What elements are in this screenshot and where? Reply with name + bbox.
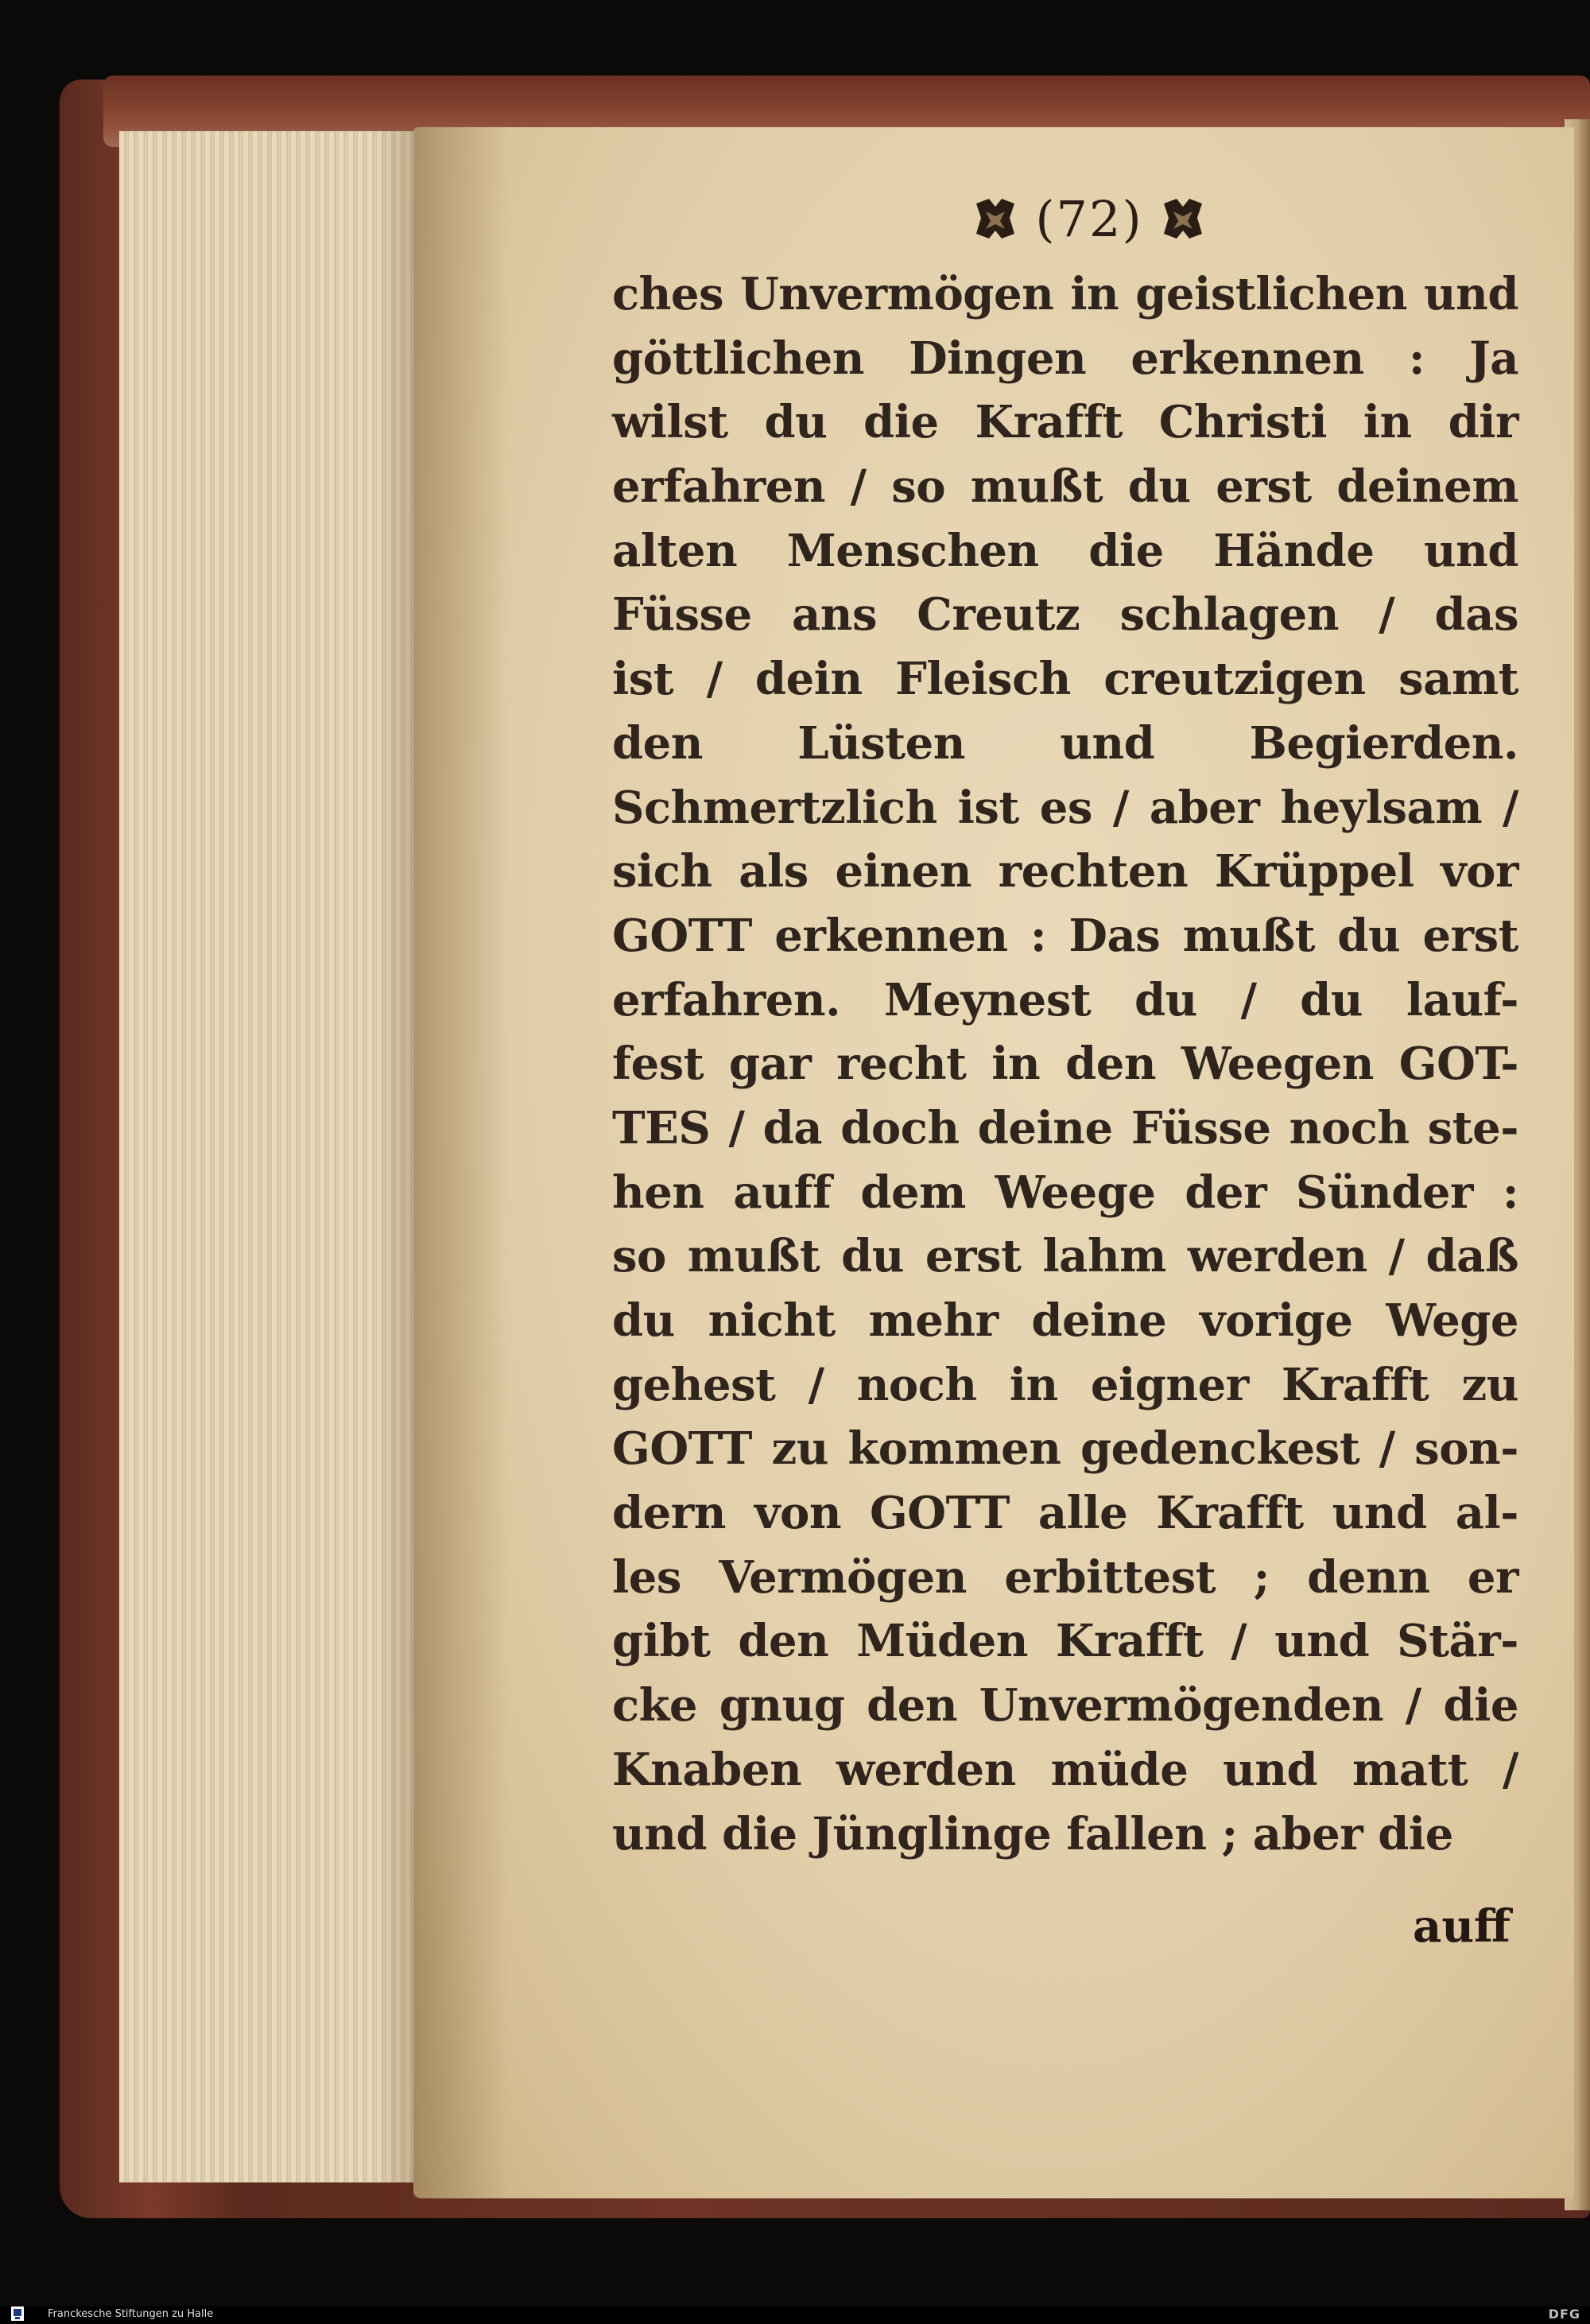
text-line: GOTT zu kommen gedenckest / son-: [612, 1422, 1518, 1476]
printer-ornament-right-icon: [1161, 197, 1205, 240]
text-line: hen auff dem Weege der Sünder :: [612, 1166, 1518, 1219]
text-line: erfahren / so mußt du erst deinem: [612, 460, 1518, 514]
text-line: Schmertzlich ist es / aber heylsam /: [612, 781, 1518, 834]
running-head: [946, 187, 1232, 250]
printer-ornament-left-icon: [973, 197, 1018, 240]
text-line: Füsse ans Creutz schlagen / das: [612, 588, 1518, 642]
text-line: du nicht mehr deine vorige Wege: [612, 1294, 1518, 1347]
text-line: so mußt du erst lahm werden / daß: [612, 1230, 1518, 1283]
body-text: [612, 262, 1518, 1866]
text-line: alten Menschen die Hände und: [612, 524, 1518, 577]
text-line: ist / dein Fleisch creutzigen samt: [612, 653, 1518, 706]
catchword: auff: [1413, 1900, 1510, 1953]
text-line: sich als einen rechten Krüppel vor: [612, 845, 1518, 898]
page-gutter-shadow: [413, 127, 509, 2198]
text-line: gehest / noch in eigner Krafft zu: [612, 1358, 1518, 1411]
page-number: (72): [1035, 189, 1143, 248]
text-line: ches Unvermögen in geistlichen und: [612, 268, 1518, 320]
text-line: erfahren. Meynest du / du lauf-: [612, 973, 1518, 1026]
institution-credit: Franckesche Stiftungen zu Halle: [48, 2308, 214, 2320]
text-line: GOTT erkennen : Das mußt du erst: [612, 909, 1518, 962]
text-line: wilst du die Krafft Christi in dir: [612, 396, 1518, 449]
dfg-logo: DFG: [1548, 2307, 1580, 2322]
text-line: und die Jünglinge fallen ; aber die: [612, 1807, 1453, 1860]
text-line: TES / da doch deine Füsse noch ste-: [612, 1101, 1518, 1154]
text-line: Knaben werden müde und matt /: [612, 1743, 1518, 1796]
franckesche-stiftungen-logo-icon: [11, 2307, 24, 2321]
text-line: cke gnug den Unvermögenden / die: [612, 1679, 1518, 1732]
text-line: fest gar recht in den Weegen GOT-: [612, 1038, 1518, 1091]
text-line: den Lüsten und Begierden.: [612, 716, 1518, 770]
viewer-footer: [0, 2306, 1590, 2322]
text-line: göttlichen Dingen erkennen : Ja: [612, 332, 1518, 385]
text-line: les Vermögen erbittest ; denn er: [612, 1550, 1518, 1604]
text-line: dern von GOTT alle Krafft und al-: [612, 1487, 1518, 1540]
text-line: gibt den Müden Krafft / und Stär-: [612, 1615, 1518, 1668]
